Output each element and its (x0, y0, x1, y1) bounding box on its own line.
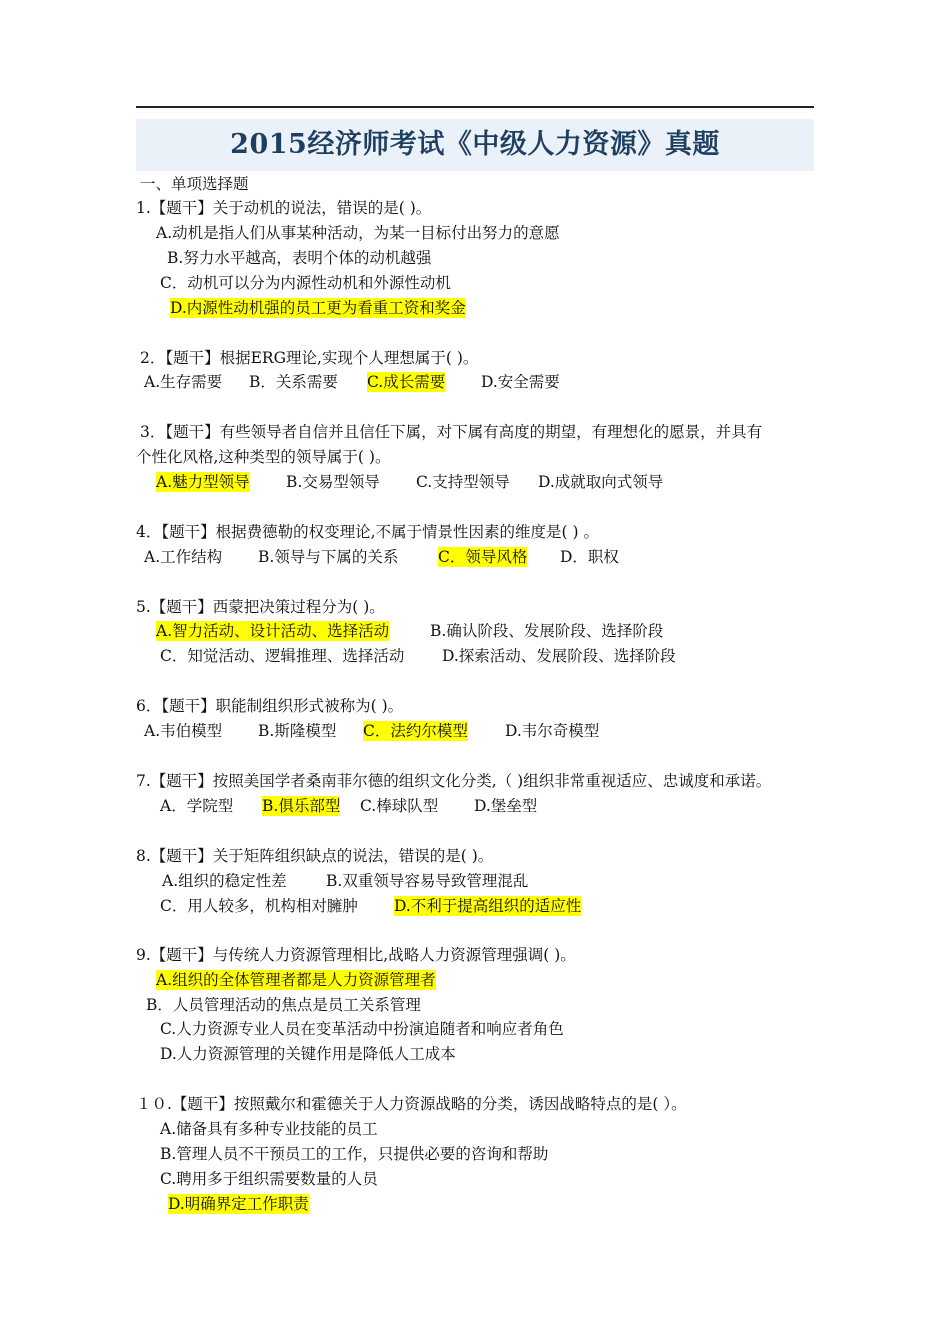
section-heading: 一、单项选择题 (140, 175, 249, 193)
q7-option-d: D.堡垒型 (474, 797, 538, 815)
q8-option-b: B.双重领导容易导致管理混乱 (326, 872, 529, 890)
q4-option-b: B.领导与下属的关系 (258, 548, 399, 566)
q5-option-a-answer: A.智力活动、设计活动、选择活动 (156, 622, 390, 640)
q2-option-c-answer: C.成长需要 (367, 373, 446, 391)
q10-option-d-answer: D.明确界定工作职责 (168, 1195, 309, 1213)
q5-option-d: D.探索活动、发展阶段、选择阶段 (442, 647, 676, 665)
q2-option-d: D.安全需要 (481, 373, 560, 391)
q1-option-c: C．动机可以分为内源性动机和外源性动机 (160, 274, 451, 292)
q6-stem: 6．【题干】职能制组织形式被称为( )。 (136, 697, 404, 715)
q1-option-a: A.动机是指人们从事某种活动，为某一目标付出努力的意愿 (156, 224, 560, 242)
q5-option-b: B.确认阶段、发展阶段、选择阶段 (430, 622, 664, 640)
q10-option-c: C.聘用多于组织需要数量的人员 (160, 1170, 378, 1188)
q6-option-a: A.韦伯模型 (144, 722, 223, 740)
q4-stem: 4．【题干】根据费德勒的权变理论,不属于情景性因素的维度是( ) 。 (136, 523, 599, 541)
q4-option-c-answer: C．领导风格 (438, 548, 528, 566)
q1-option-b: B.努力水平越高，表明个体的动机越强 (167, 249, 432, 267)
q10-option-a: A.储备具有多种专业技能的员工 (160, 1120, 378, 1138)
header-rule (136, 106, 814, 108)
document-title: 2015经济师考试《中级人力资源》真题 (136, 119, 814, 171)
q3-stem-line1: 3．【题干】有些领导者自信并且信任下属，对下属有高度的期望，有理想化的愿景，并具有 (140, 423, 763, 441)
q7-option-a: A．学院型 (160, 797, 234, 815)
q8-option-a: A.组织的稳定性差 (162, 872, 287, 890)
q9-stem: 9.【题干】与传统人力资源管理相比,战略人力资源管理强调( )。 (136, 946, 576, 964)
q10-stem: １０.【题干】按照戴尔和霍德关于人力资源战略的分类，诱因战略特点的是( ）。 (136, 1095, 687, 1113)
q9-option-c: C.人力资源专业人员在变革活动中扮演追随者和响应者角色 (160, 1020, 564, 1038)
q10-option-b: B.管理人员不干预员工的工作，只提供必要的咨询和帮助 (160, 1145, 549, 1163)
q1-option-d-answer: D.内源性动机强的员工更为看重工资和奖金 (170, 299, 466, 317)
q8-stem: 8.【题干】关于矩阵组织缺点的说法，错误的是( )。 (136, 847, 494, 865)
q7-option-b-answer: B.俱乐部型 (262, 797, 341, 815)
q9-option-d: D.人力资源管理的关键作用是降低人工成本 (160, 1045, 456, 1063)
q9-option-a-answer: A.组织的全体管理者都是人力资源管理者 (156, 971, 436, 989)
q7-stem: 7.【题干】按照美国学者桑南菲尔德的组织文化分类,（ )组织非常重视适应、忠诚度和承诺。 (136, 772, 772, 790)
q7-option-c: C.棒球队型 (360, 797, 439, 815)
q3-option-c: C.支持型领导 (416, 473, 510, 491)
q6-option-c-answer: C．法约尔模型 (363, 722, 468, 740)
q5-option-c: C．知觉活动、逻辑推理、选择活动 (160, 647, 405, 665)
q6-option-d: D.韦尔奇模型 (505, 722, 600, 740)
q2-option-b: B．关系需要 (249, 373, 338, 391)
q8-option-c: C．用人较多，机构相对臃肿 (160, 897, 358, 915)
q8-option-d-answer: D.不利于提高组织的适应性 (394, 897, 582, 915)
q4-option-a: A.工作结构 (144, 548, 223, 566)
q3-option-b: B.交易型领导 (286, 473, 380, 491)
q2-option-a: A.生存需要 (144, 373, 223, 391)
q6-option-b: B.斯隆模型 (258, 722, 337, 740)
q4-option-d: D．职权 (560, 548, 619, 566)
q3-option-d: D.成就取向式领导 (538, 473, 664, 491)
q5-stem: 5.【题干】西蒙把决策过程分为( )。 (136, 598, 385, 616)
q3-option-a-answer: A.魅力型领导 (156, 473, 250, 491)
q2-stem: 2．【题干】根据ERG理论,实现个人理想属于( )。 (140, 349, 479, 367)
q3-stem-line2: 个性化风格,这种类型的领导属于( )。 (136, 448, 391, 466)
q9-option-b: B．人员管理活动的焦点是员工关系管理 (146, 996, 421, 1014)
q1-stem: 1.【题干】关于动机的说法，错误的是( )。 (136, 199, 432, 217)
